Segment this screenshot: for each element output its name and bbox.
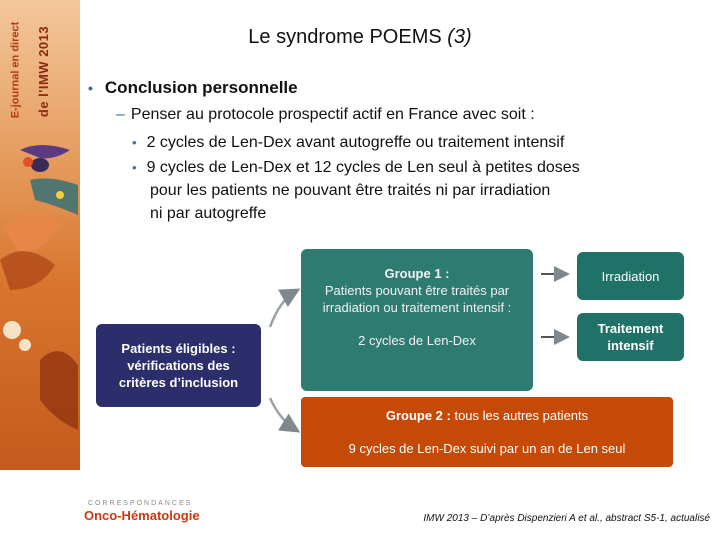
arrow-to-group1 — [270, 291, 296, 327]
slide-title: Le syndrome POEMS (3) — [248, 26, 472, 48]
irradiation-box: Irradiation — [577, 252, 684, 300]
point-autogreffe: • 2 cycles de Len-Dex avant autogreffe ou traitement intensif — [132, 134, 565, 151]
group2-title: Groupe 2 : tous les autres patients — [385, 408, 589, 423]
dash-icon: – — [116, 106, 125, 123]
source-footer: IMW 2013 – D’après Dispenzieri A et al., abstract S5-1, actualisé — [423, 513, 710, 524]
bullet-icon: • — [88, 80, 93, 96]
point-len-dex: • 9 cycles de Len-Dex et 12 cycles de Len seul à petites doses pour les patients ne pouvant être traités ni par irradiation ni par autogreffe — [132, 159, 580, 222]
sidebar-journal-label-1: E-journal en direct — [9, 21, 22, 119]
bullet-icon: • — [132, 160, 137, 175]
arrow-to-group2 — [270, 398, 296, 430]
eligible-patients-box: Patients éligibles : vérifications des critères d’inclusion — [96, 324, 261, 407]
onco-hematologie-logo: CORRESPONDANCES Onco-Hématologie — [84, 500, 200, 523]
group2-treatment: 9 cycles de Len-Dex suivi par un an de Len seul — [348, 441, 626, 456]
group2-box — [301, 397, 673, 467]
sidebar-journal-label-2: de l'IMW 2013 — [36, 25, 52, 117]
bullet-conclusion: • Conclusion personnelle — [88, 78, 298, 97]
group1-box — [301, 249, 533, 391]
bullet-icon: • — [132, 135, 137, 150]
group1-treatment: 2 cycles de Len-Dex — [358, 333, 476, 348]
intensive-treatment-box: Traitement intensif — [577, 313, 684, 361]
sub-bullet-protocol: – Penser au protocole prospectif actif en France avec soit : — [116, 106, 535, 123]
group1-description: Groupe 1 : Patients pouvant être traités par irradiation ou traitement intensif : — [322, 266, 512, 315]
